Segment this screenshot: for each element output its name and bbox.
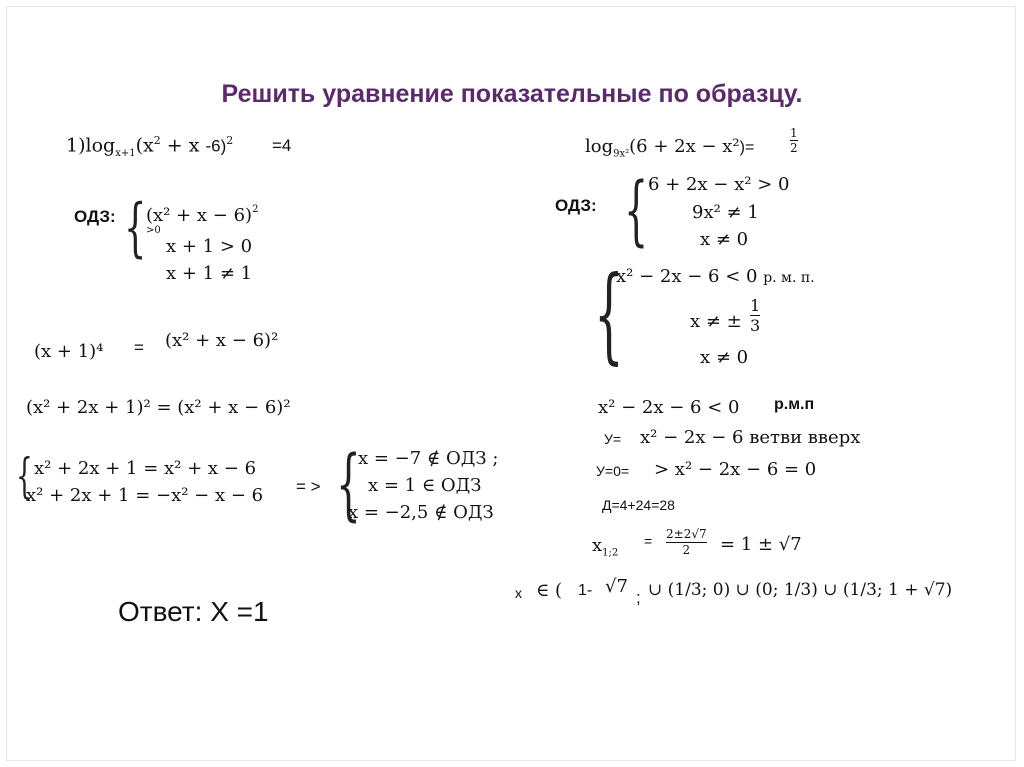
odz-left-line-3: x + 1 ≠ 1 bbox=[166, 263, 253, 284]
roots-frac-den: 2 bbox=[666, 542, 707, 558]
y0-label: У=0= bbox=[596, 463, 630, 479]
y0-text: > x² − 2x − 6 = 0 bbox=[654, 459, 817, 480]
roots-fraction bbox=[666, 527, 707, 558]
sys-right-frac-den: 3 bbox=[750, 316, 761, 335]
solution-a: 1- bbox=[578, 582, 593, 599]
system-brace: { bbox=[624, 165, 649, 254]
sys-right-line-1 bbox=[616, 266, 815, 287]
discriminant: Д=4+24=28 bbox=[602, 497, 675, 513]
sys-right-expr-1: x² − 2x − 6 < 0 bbox=[616, 266, 758, 287]
eq2-frac-num: 1 bbox=[790, 126, 798, 140]
odz-label-right: ОДЗ: bbox=[555, 196, 597, 215]
system-line-2: x² + 2x + 1 = −x² − x − 6 bbox=[26, 485, 264, 506]
eq1-square: 2 bbox=[153, 134, 161, 147]
y-text: x² − 2x − 6 ветви вверх bbox=[640, 427, 861, 448]
line-b: (x² + 2x + 1)² = (x² + x − 6)² bbox=[26, 397, 291, 418]
result-1-semicolon: ; bbox=[492, 448, 499, 469]
equation-1 bbox=[66, 134, 233, 159]
roots-sub: 1;2 bbox=[602, 547, 619, 559]
eq2-close: )= bbox=[739, 139, 755, 156]
roots-frac-num: 2±2√7 bbox=[666, 527, 707, 541]
eq2-log-base: 9x² bbox=[613, 148, 630, 160]
line-a-rhs: (x² + x − 6)² bbox=[165, 330, 279, 351]
sys-right-frac-num: 1 bbox=[750, 296, 761, 315]
sys-right-line-3: x ≠ 0 bbox=[700, 347, 749, 368]
solution-b: √7 bbox=[605, 576, 628, 597]
eq1-log-base: x+1 bbox=[115, 148, 136, 160]
eq1-rhs: =4 bbox=[272, 136, 292, 155]
result-line-3: x = −2,5 ∉ ОДЗ bbox=[348, 502, 494, 523]
roots-x: x bbox=[592, 535, 603, 556]
eq1-log: 1)log bbox=[66, 134, 116, 157]
sys-right-note: р. м. п. bbox=[763, 270, 815, 286]
odz-right-line-2: 9x² ≠ 1 bbox=[692, 202, 759, 223]
slide-frame bbox=[6, 6, 1016, 761]
odz-label-left: ОДЗ: bbox=[74, 207, 116, 226]
system-brace: { bbox=[124, 191, 147, 265]
line-a-eq: = bbox=[134, 338, 144, 357]
result-1-text: x = −7 ∉ ОДЗ bbox=[358, 448, 487, 469]
system-brace: { bbox=[16, 448, 33, 504]
solution-in: ∈ ( bbox=[536, 580, 563, 601]
eq1-part-c: + x bbox=[160, 134, 200, 157]
solution-x: х bbox=[515, 585, 522, 601]
eq2-fraction bbox=[790, 126, 798, 155]
eq1-minus-six: -6) bbox=[205, 136, 227, 156]
system-brace: { bbox=[336, 440, 361, 530]
eq2-log: log bbox=[585, 136, 614, 157]
y-label: У= bbox=[604, 431, 622, 447]
equation-2 bbox=[585, 136, 754, 160]
solution-c: ; bbox=[636, 588, 641, 607]
inequality: x² − 2x − 6 < 0 bbox=[598, 397, 740, 418]
result-line-1 bbox=[358, 448, 498, 469]
eq2-frac-den: 2 bbox=[790, 141, 798, 155]
system-brace: { bbox=[594, 253, 624, 375]
eq1-part-b: (x bbox=[135, 134, 154, 157]
sys-right-line-2: x ≠ ± bbox=[690, 311, 742, 332]
odz-left-expr-1: (x² + x − 6) bbox=[146, 205, 253, 226]
eq1-exponent: 2 bbox=[226, 134, 234, 147]
roots-eq: = bbox=[644, 533, 653, 549]
odz-left-line-2: x + 1 > 0 bbox=[166, 236, 253, 257]
odz-right-line-1: 6 + 2x − x² > 0 bbox=[648, 174, 790, 195]
answer: Ответ: Х =1 bbox=[118, 596, 269, 627]
roots-lhs bbox=[592, 535, 618, 559]
roots-rhs: = 1 ± √7 bbox=[720, 534, 802, 555]
sys-right-fraction bbox=[750, 296, 760, 335]
page-title: Решить уравнение показательные по образцу. bbox=[221, 80, 803, 108]
solution-rest: ∪ (1/3; 0) ∪ (0; 1/3) ∪ (1/3; 1 + √7) bbox=[648, 580, 953, 600]
eq2-body: (6 + 2x − x² bbox=[629, 136, 740, 157]
system-line-1: x² + 2x + 1 = x² + x − 6 bbox=[34, 458, 257, 479]
odz-right-line-3: x ≠ 0 bbox=[700, 229, 749, 250]
implies-arrow: = > bbox=[296, 477, 321, 496]
line-a-lhs: (x + 1)⁴ bbox=[34, 341, 104, 362]
result-line-2: x = 1 ∈ ОДЗ bbox=[368, 475, 482, 496]
inequality-note: р.м.п bbox=[774, 396, 815, 413]
odz-left-exp: 2 >0 bbox=[146, 204, 259, 236]
